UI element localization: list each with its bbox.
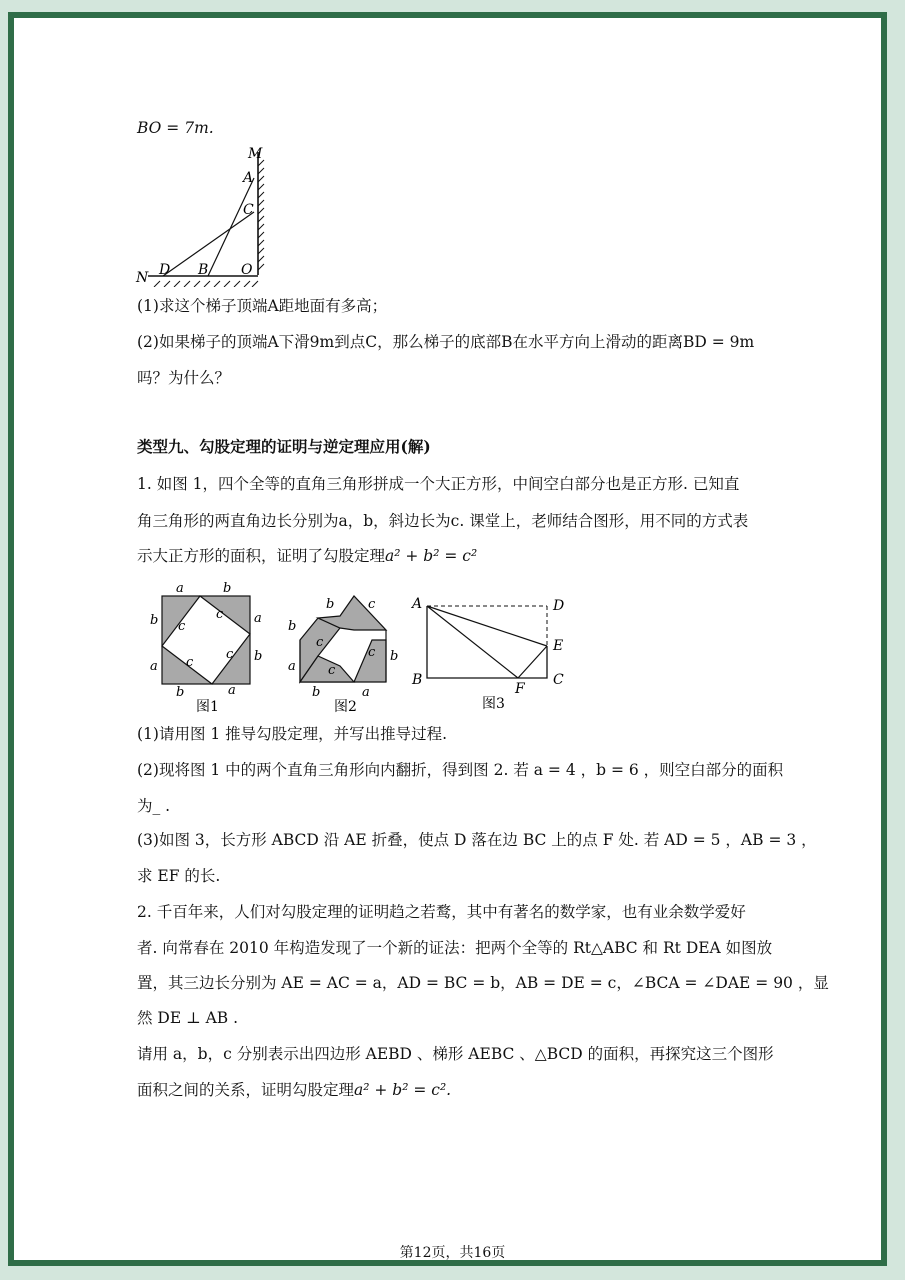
ladder-figure	[130, 142, 280, 287]
fig3-label-B: B	[412, 672, 423, 688]
svg-text:b: b	[150, 613, 159, 628]
svg-text:b: b	[326, 597, 335, 612]
svg-text:c: c	[186, 655, 194, 670]
svg-text:a: a	[150, 659, 158, 674]
p1-line1: 1. 如图 1，四个全等的直角三角形拼成一个大正方形，中间空白部分也是正方形. 已知直	[137, 475, 740, 493]
p2-line4: 然 DE ⊥ AB .	[137, 1009, 239, 1027]
intro-line: BO = 7m.	[137, 119, 214, 137]
p2-line6-text: 面积之间的关系，证明勾股定理	[137, 1081, 355, 1099]
p1-sub3-line1: (3)如图 3，长方形 ABCD 沿 AE 折叠，使点 D 落在边 BC 上的点 F 处. 若 AD = 5 ，AB = 3 ，	[137, 831, 817, 849]
p2-line6	[137, 1080, 451, 1100]
question-2-line2: 吗？为什么？	[137, 369, 231, 387]
svg-text:b: b	[312, 685, 321, 700]
p1-line3-text: 示大正方形的面积，证明了勾股定理	[137, 547, 386, 565]
svg-text:b: b	[254, 649, 263, 664]
label-N: N	[136, 270, 149, 286]
svg-text:c: c	[368, 597, 376, 612]
p2-line3: 置，其三边长分别为 AE = AC = a，AD = BC = b，AB = DE = c，∠BCA = ∠DAE = 90 ，显	[137, 974, 829, 992]
svg-text:c: c	[316, 635, 324, 650]
svg-text:c: c	[368, 645, 376, 660]
fig3-label-E: E	[553, 638, 564, 654]
label-D: D	[159, 262, 171, 278]
figure-3	[406, 590, 576, 718]
svg-text:a: a	[362, 685, 370, 700]
p2-line5: 请用 a，b，c 分别表示出四边形 AEBD 、梯形 AEBC 、△BCD 的面积，再探究这三个图形	[137, 1045, 774, 1063]
label-B: B	[198, 262, 209, 278]
pythagoras-formula: a² + b² = c²	[385, 547, 478, 565]
figure-2	[282, 578, 407, 718]
p2-line2: 者. 向常春在 2010 年构造发现了一个新的证法：把两个全等的 Rt△ABC 和 Rt DEA 如图放	[137, 939, 773, 957]
svg-text:b: b	[390, 649, 399, 664]
fig3-label-A: A	[412, 596, 423, 612]
svg-text:c: c	[328, 663, 336, 678]
fig3-label-F: F	[515, 681, 525, 697]
svg-text:a: a	[228, 683, 236, 698]
figure-1	[140, 578, 270, 718]
p1-sub2-line1: (2)现将图 1 中的两个直角三角形向内翻折，得到图 2. 若 a = 4 ，b = 6 ，则空白部分的面积	[137, 761, 784, 779]
question-2-line1: (2)如果梯子的顶端A下滑9m到点C，那么梯子的底部B在水平方向上滑动的距离BD = 9m	[137, 333, 755, 351]
question-1: (1)求这个梯子顶端A距地面有多高；	[137, 297, 388, 315]
svg-text:c: c	[178, 619, 186, 634]
label-A: A	[243, 170, 254, 186]
label-C: C	[243, 202, 254, 218]
section-title: 类型九、勾股定理的证明与逆定理应用(解)	[137, 437, 431, 456]
caption-fig1: 图1	[196, 699, 219, 715]
pythagoras-formula-2: a² + b² = c².	[354, 1081, 452, 1099]
label-O: O	[241, 262, 253, 278]
fig3-label-C: C	[553, 672, 564, 688]
svg-text:a: a	[176, 581, 184, 596]
svg-text:c: c	[226, 647, 234, 662]
fig3-label-D: D	[553, 598, 565, 614]
p1-line2: 角三角形的两直角边长分别为a，b，斜边长为c. 课堂上，老师结合图形，用不同的方式表	[137, 512, 749, 530]
svg-text:b: b	[288, 619, 297, 634]
p1-sub3-line2: 求 EF 的长.	[137, 867, 221, 885]
caption-fig2: 图2	[334, 699, 357, 715]
svg-text:a: a	[288, 659, 296, 674]
p2-line1: 2. 千百年来，人们对勾股定理的证明趋之若鹜，其中有著名的数学家，也有业余数学爱好	[137, 903, 746, 921]
svg-text:c: c	[216, 607, 224, 622]
caption-fig3: 图3	[482, 696, 505, 712]
svg-text:a: a	[254, 611, 262, 626]
svg-text:b: b	[176, 685, 185, 700]
p1-sub2-line2: 为_ .	[137, 797, 171, 815]
svg-text:b: b	[223, 581, 232, 596]
page-footer: 第12页，共16页	[399, 1245, 506, 1261]
p1-sub1: (1)请用图 1 推导勾股定理，并写出推导过程.	[137, 725, 448, 743]
label-M: M	[248, 146, 263, 162]
p1-line3	[137, 546, 477, 566]
